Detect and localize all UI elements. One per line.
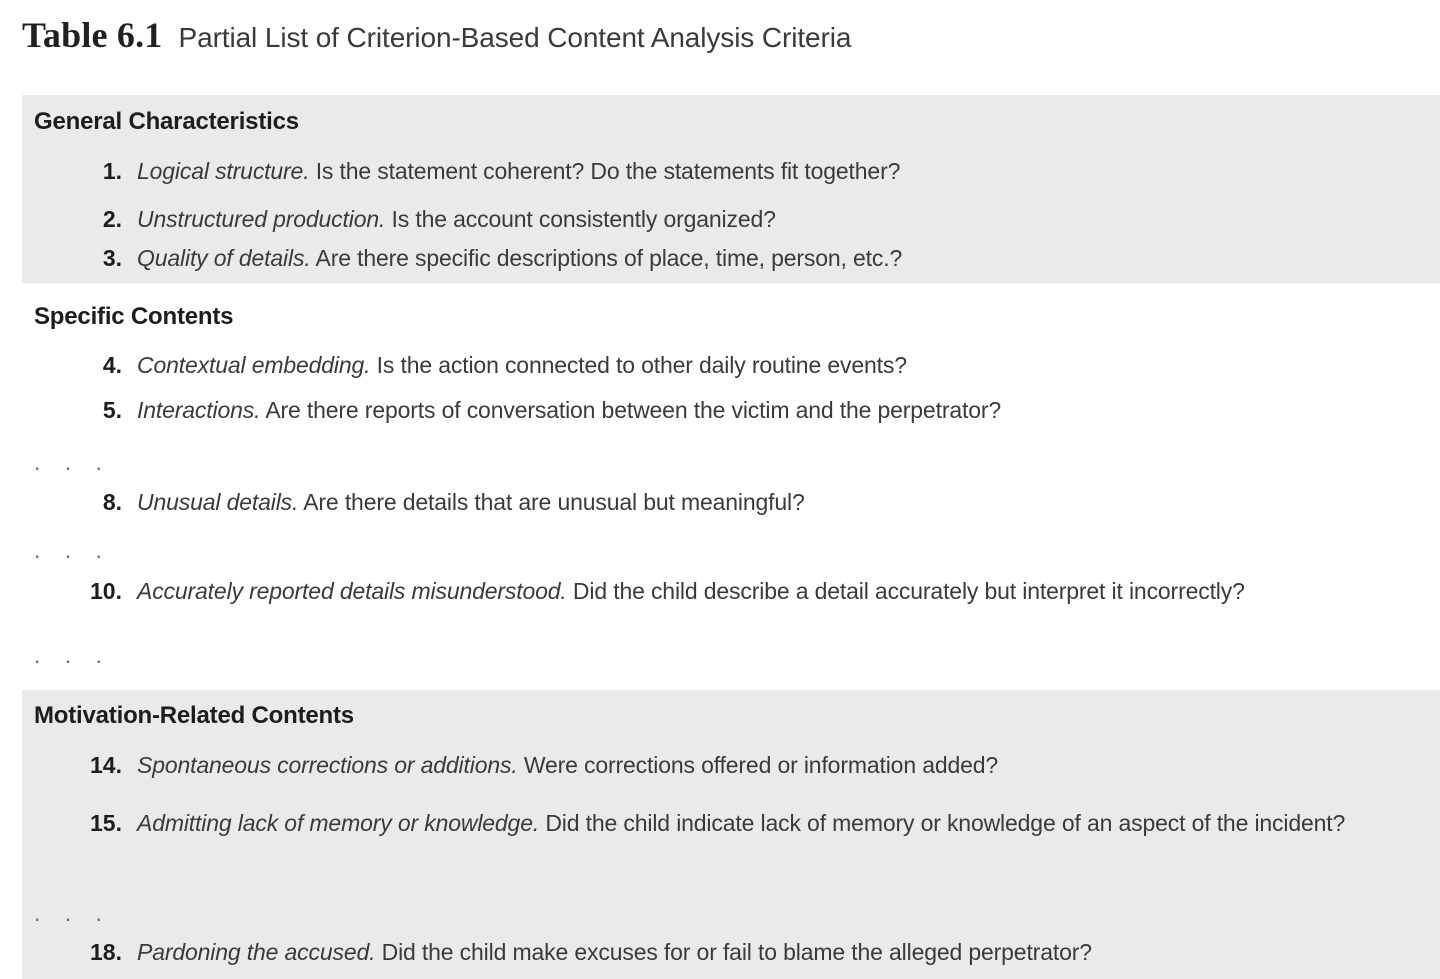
criterion-body [137,243,1430,274]
criterion-term: Spontaneous corrections or additions. [137,752,518,778]
criterion-item-14 [34,750,1430,781]
table-caption [22,14,1422,70]
criterion-body [137,808,1430,839]
criterion-item-18 [34,937,1430,968]
criterion-term: Admitting lack of memory or knowledge. [137,810,540,836]
table-caption-title: Partial List of Criterion-Based Content Analysis Criteria [178,22,852,53]
section-heading-motivation-related-contents: Motivation-Related Contents [34,702,354,729]
criterion-item-2 [34,204,1430,235]
criterion-item-10 [34,576,1430,607]
criterion-question: Is the action connected to other daily routine events? [370,352,907,378]
omitted-items-ellipsis: . . . [34,642,111,668]
criterion-body [137,395,1430,426]
criterion-number: 14. [90,752,122,778]
omitted-items-ellipsis: . . . [34,537,111,563]
criterion-question: Were corrections offered or information added? [517,752,999,778]
criterion-number: 5. [102,397,122,423]
criterion-body [137,750,1430,781]
criterion-number: 1. [102,158,122,184]
criterion-body [137,576,1430,607]
criterion-number: 4. [102,352,122,378]
criterion-term: Logical structure. [137,158,310,184]
criterion-question: Is the account consistently organized? [385,206,776,232]
criterion-number: 3. [102,245,122,271]
criterion-number: 10. [90,578,122,604]
criterion-body [137,350,1430,381]
criterion-term: Unstructured production. [137,206,386,232]
criterion-item-3 [34,243,1430,274]
criterion-term: Interactions. [137,397,261,423]
section-heading-specific-contents: Specific Contents [34,303,234,330]
omitted-items-ellipsis: . . . [34,449,111,475]
criterion-item-4 [34,350,1430,381]
criterion-body [137,487,1430,518]
criterion-item-8 [34,487,1430,518]
criterion-number: 2. [102,206,122,232]
omitted-items-ellipsis: . . . [34,900,111,926]
section-heading-general-characteristics: General Characteristics [34,108,299,135]
criterion-number: 15. [90,810,122,836]
criterion-number: 8. [102,489,122,515]
criterion-question: Are there reports of conversation between the victim and the perpetrator? [260,397,1002,423]
criterion-term: Accurately reported details misunderstood. [137,578,567,604]
criterion-term: Unusual details. [137,489,299,515]
criterion-body [137,937,1430,968]
table-caption-label: Table 6.1 [22,15,163,55]
criterion-item-1 [34,156,1430,187]
criterion-item-15 [34,808,1430,839]
criterion-term: Quality of details. [137,245,311,271]
criterion-item-5 [34,395,1430,426]
criterion-question: Is the statement coherent? Do the statements fit together? [309,158,901,184]
criterion-question: Did the child make excuses for or fail to blame the alleged perpetrator? [375,939,1092,965]
criterion-question: Did the child indicate lack of memory or knowledge of an aspect of the incident? [539,810,1346,836]
criterion-question: Are there specific descriptions of place, time, person, etc.? [310,245,903,271]
criterion-number: 18. [90,939,122,965]
criterion-question: Are there details that are unusual but meaningful? [298,489,805,515]
criterion-term: Contextual embedding. [137,352,371,378]
criterion-body [137,204,1430,235]
criterion-body [137,156,1430,187]
criterion-question: Did the child describe a detail accurately but interpret it incorrectly? [566,578,1245,604]
criterion-term: Pardoning the accused. [137,939,376,965]
